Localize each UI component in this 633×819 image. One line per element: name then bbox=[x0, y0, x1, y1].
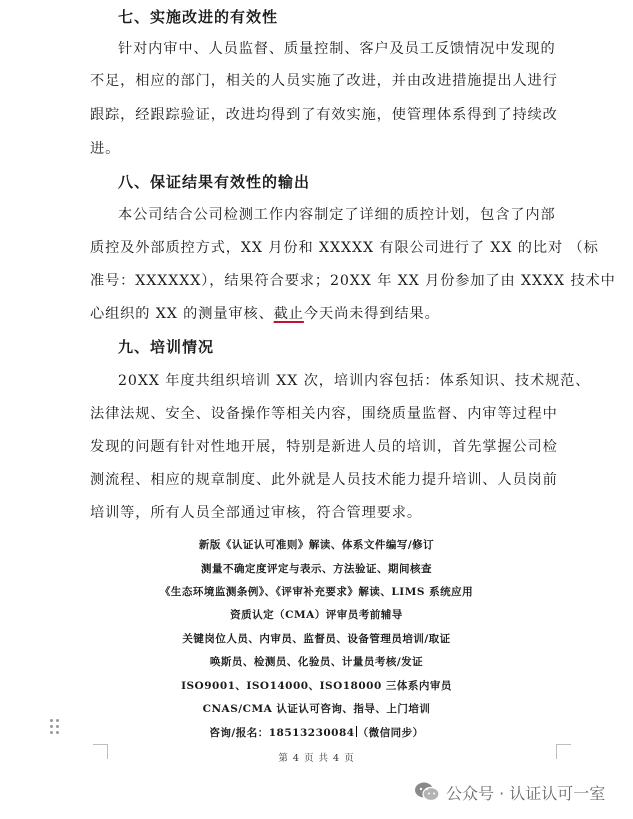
drag-handle-icon[interactable] bbox=[50, 719, 62, 737]
paragraph-line bbox=[90, 303, 440, 323]
ad-line: 资质认定（CMA）评审员考前辅导 bbox=[230, 609, 403, 621]
paragraph-line: 进。 bbox=[90, 141, 121, 157]
paragraph-line: 发现的问题有针对性地开展，特别是新进人员的培训，首先掌握公司检 bbox=[90, 439, 558, 455]
wechat-icon bbox=[414, 781, 440, 803]
ad-line: 《生态环境监测条例》、《评审补充要求》解读、LIMS 系统应用 bbox=[159, 586, 474, 598]
paragraph-line: 本公司结合公司检测工作内容制定了详细的质控计划，包含了内部 bbox=[118, 207, 556, 223]
text-cursor bbox=[356, 726, 357, 737]
paragraph-line: 质控及外部质控方式，XX 月份和 XXXXX 有限公司进行了 XX 的比对 （标 bbox=[90, 240, 599, 256]
paragraph-line: 准号：XXXXXX），结果符合要求；20XX 年 XX 月份参加了由 XXXX 技术中 bbox=[90, 273, 616, 289]
paragraph-line: 20XX 年度共组织培训 XX 次，培训内容包括：体系知识、技术规范、 bbox=[118, 373, 591, 389]
ad-line: CNAS/CMA 认证认可咨询、指导、上门培训 bbox=[202, 703, 431, 715]
section-heading-9: 九、培训情况 bbox=[118, 338, 215, 356]
paragraph-line: 测流程、相应的规章制度、此外就是人员技术能力提升培训、人员岗前 bbox=[90, 472, 558, 488]
watermark-label: 公众号 · 认证认可一室 bbox=[446, 783, 606, 803]
line-text: 心组织的 XX 的测量审核、 bbox=[90, 306, 274, 322]
contact-prefix: 咨询/报名： bbox=[209, 727, 269, 739]
contact-phone[interactable]: 18513230084 bbox=[268, 727, 355, 739]
contact-line bbox=[0, 725, 633, 740]
ad-line: 新版《认证认可准则》解读、体系文件编写/修订 bbox=[198, 539, 435, 551]
spellcheck-underlined-word[interactable]: 截止 bbox=[273, 306, 304, 322]
line-text: 今天尚未得到结果。 bbox=[303, 306, 440, 322]
paragraph-line: 针对内审中、人员监督、质量控制、客户及员工反馈情况中发现的 bbox=[118, 41, 556, 57]
paragraph-line: 跟踪，经跟踪验证，改进均得到了有效实施，使管理体系得到了持续改 bbox=[90, 107, 558, 123]
ad-line: 唤斯员、检测员、化验员、计量员考核/发证 bbox=[209, 656, 424, 668]
ad-line: ISO9001、ISO14000、ISO18000 三体系内审员 bbox=[181, 680, 452, 692]
wechat-watermark bbox=[414, 778, 605, 806]
paragraph-line: 法律法规、安全、设备操作等相关内容，围绕质量监督、内审等过程中 bbox=[90, 406, 558, 422]
section-heading-8: 八、保证结果有效性的输出 bbox=[118, 173, 311, 191]
paragraph-line: 不足，相应的部门，相关的人员实施了改进，并由改进措施提出人进行 bbox=[90, 73, 558, 89]
paragraph-line: 培训等，所有人员全部通过审核，符合管理要求。 bbox=[90, 505, 422, 521]
page-number-footer: 第 4 页 共 4 页 bbox=[278, 753, 355, 764]
ad-line: 关键岗位人员、内审员、监督员、设备管理员培训/取证 bbox=[182, 633, 451, 645]
contact-suffix: （微信同步） bbox=[357, 727, 424, 739]
section-heading-7: 七、实施改进的有效性 bbox=[118, 8, 279, 26]
ad-line: 测量不确定度评定与表示、方法验证、期间核查 bbox=[201, 563, 432, 575]
